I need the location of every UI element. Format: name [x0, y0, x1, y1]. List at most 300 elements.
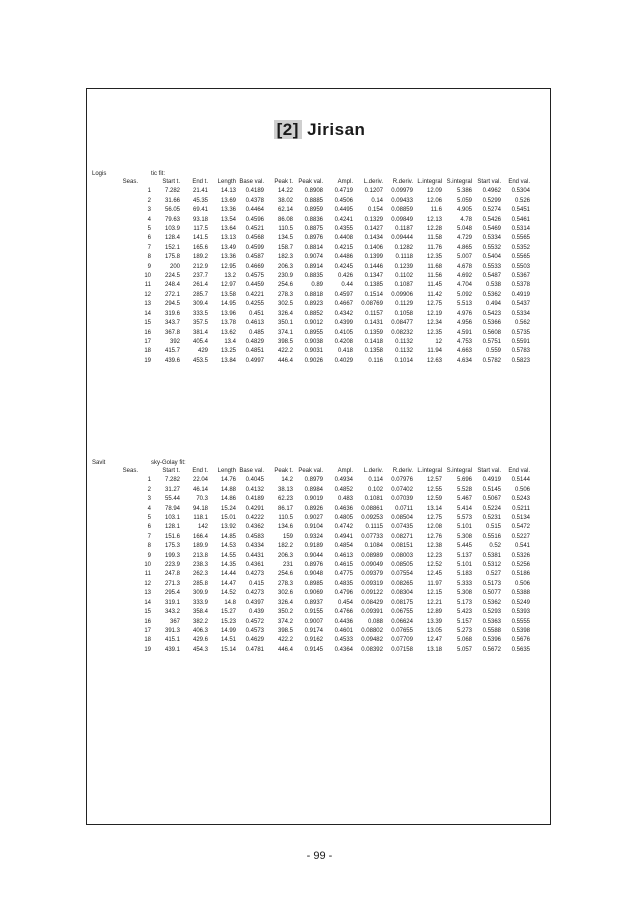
table-cell: 5.696	[456, 477, 472, 484]
table-cell: 110.5	[278, 226, 293, 233]
col-header: R.deriv.	[392, 468, 413, 474]
table-cell: 12.89	[426, 609, 442, 616]
table-cell: 0.1406	[364, 244, 383, 251]
table-cell: 278.3	[277, 291, 293, 298]
table-cell: 382.2	[192, 618, 208, 625]
table-cell: 0.09906	[391, 291, 413, 298]
table-cell: 0.418	[337, 348, 353, 355]
table-cell: 5.386	[456, 188, 472, 195]
col-header: Start t.	[162, 468, 180, 474]
table-cell: 0.09979	[391, 188, 413, 195]
table-cell: 0.5134	[511, 515, 530, 522]
season-number: 1	[147, 188, 151, 195]
table-cell: 0.8836	[304, 216, 323, 223]
season-number: 10	[144, 273, 151, 280]
table-cell: 0.1385	[364, 282, 383, 289]
table-cell: 0.5635	[511, 646, 530, 653]
table-cell: 0.5565	[511, 235, 530, 242]
table-cell: 0.5751	[482, 338, 501, 345]
page-title	[0, 120, 639, 140]
table-cell: 0.8979	[304, 477, 323, 484]
table-cell: 14.86	[220, 496, 236, 503]
table-cell: 0.8885	[304, 197, 323, 204]
table-cell: 0.4273	[245, 590, 264, 597]
table-cell: 13.25	[220, 348, 236, 355]
table-cell: 12.09	[426, 188, 442, 195]
table-cell: 7.282	[164, 188, 180, 195]
fit-label-savitzky: sky-Golay fit:	[151, 460, 186, 466]
table-cell: 13.92	[220, 524, 236, 531]
col-header: S.integral	[446, 179, 472, 185]
table-cell: 0.5293	[482, 609, 501, 616]
table-cell: 0.538	[485, 282, 501, 289]
table-cell: 0.9012	[304, 320, 323, 327]
table-cell: 5.101	[456, 562, 472, 569]
table-cell: 93.18	[192, 216, 208, 223]
table-cell: 0.4408	[334, 235, 353, 242]
table-row	[92, 514, 530, 523]
table-cell: 5.528	[456, 486, 472, 493]
table-cell: 0.9074	[304, 254, 323, 261]
table-cell: 5.157	[456, 618, 472, 625]
table-cell: 0.1081	[364, 496, 383, 503]
table-cell: 326.4	[277, 310, 293, 317]
table-cell: 237.7	[192, 273, 208, 280]
table-cell: 0.08989	[361, 552, 383, 559]
table-cell: 0.4629	[245, 637, 264, 644]
season-number: 13	[144, 590, 151, 597]
table-cell: 0.5211	[512, 505, 530, 512]
col-header: L.integral	[417, 179, 442, 185]
table-cell: 12.38	[426, 543, 442, 550]
table-cell: 0.08304	[391, 590, 413, 597]
table-row	[92, 347, 530, 356]
table-cell: 4.678	[456, 263, 472, 270]
table-cell: 14.95	[220, 301, 236, 308]
table-cell: 152.1	[164, 244, 180, 251]
table-cell: 0.8984	[304, 486, 323, 493]
season-number: 6	[147, 235, 151, 242]
table-cell: 0.4613	[245, 320, 264, 327]
table-row	[92, 589, 530, 598]
table-cell: 0.09379	[361, 571, 383, 578]
season-number: 13	[144, 301, 151, 308]
table-cell: 0.9044	[304, 552, 323, 559]
table-cell: 0.1132	[395, 348, 413, 355]
table-cell: 159	[282, 533, 293, 540]
table-cell: 12.28	[426, 226, 442, 233]
table-cell: 0.439	[248, 609, 264, 616]
table-cell: 4.976	[456, 310, 472, 317]
table-cell: 0.4486	[334, 254, 353, 261]
table-cell: 0.4431	[245, 552, 264, 559]
table-row	[92, 338, 530, 347]
table-cell: 12.08	[426, 524, 442, 531]
table-cell: 302.5	[277, 301, 293, 308]
table-cell: 0.1282	[394, 244, 413, 251]
season-number: 8	[147, 543, 151, 550]
table-cell: 182.2	[277, 543, 293, 550]
table-cell: 358.4	[192, 609, 208, 616]
table-cell: 14.8	[224, 599, 236, 606]
season-number: 15	[144, 320, 151, 327]
table-row	[92, 580, 530, 589]
table-cell: 294.5	[164, 301, 180, 308]
table-cell: 439.1	[164, 646, 180, 653]
table-cell: 0.08392	[361, 646, 383, 653]
table-cell: 12.75	[426, 301, 442, 308]
table-cell: 0.1157	[365, 310, 383, 317]
table-cell: 12.57	[426, 477, 442, 484]
table-cell: 5.137	[456, 552, 472, 559]
table-cell: 15.23	[220, 618, 236, 625]
season-number: 5	[147, 226, 151, 233]
col-header: L.deriv.	[363, 468, 383, 474]
table-cell: 454.3	[192, 646, 208, 653]
table-cell: 151.6	[164, 533, 180, 540]
table-cell: 12.35	[426, 254, 442, 261]
table-cell: 0.5782	[482, 357, 501, 364]
table-cell: 0.4245	[334, 263, 353, 270]
col-header: Length	[217, 179, 236, 185]
table-cell: 13.69	[220, 197, 236, 204]
table-cell: 14.55	[220, 552, 236, 559]
table-row	[92, 225, 530, 234]
table-cell: 0.4189	[245, 188, 264, 195]
table-cell: 21.41	[192, 188, 208, 195]
table-cell: 391.3	[164, 627, 180, 634]
table-cell: 343.7	[164, 320, 180, 327]
table-cell: 0.1014	[394, 357, 413, 364]
table-cell: 158.7	[277, 244, 293, 251]
table-cell: 0.5362	[482, 291, 501, 298]
table-cell: 0.4934	[334, 477, 353, 484]
table-cell: 261.4	[192, 282, 208, 289]
table-cell: 0.4105	[334, 329, 353, 336]
table-cell: 134.6	[277, 524, 293, 531]
table-cell: 4.692	[456, 273, 472, 280]
table-cell: 0.8976	[304, 235, 323, 242]
table-cell: 0.4378	[245, 197, 264, 204]
table-cell: 13.4	[224, 338, 236, 345]
table-cell: 206.3	[277, 552, 293, 559]
table-cell: 13.78	[220, 320, 236, 327]
table-cell: 0.8959	[304, 207, 323, 214]
table-cell: 326.4	[277, 599, 293, 606]
table-cell: 0.08769	[361, 301, 383, 308]
table-row	[92, 319, 530, 328]
table-cell: 0.4364	[334, 646, 353, 653]
table-cell: 4.704	[456, 282, 472, 289]
table-cell: 0.08505	[391, 562, 413, 569]
season-number: 18	[144, 637, 151, 644]
table-cell: 0.4132	[245, 486, 264, 493]
table-cell: 0.08151	[391, 543, 413, 550]
table-cell: 4.663	[456, 348, 472, 355]
table-cell: 0.08429	[361, 599, 383, 606]
table-cell: 0.4273	[245, 571, 264, 578]
table-cell: 0.4599	[245, 244, 264, 251]
table-cell: 0.08271	[391, 533, 413, 540]
season-number: 15	[144, 609, 151, 616]
table-row	[92, 187, 530, 196]
table-cell: 248.4	[164, 282, 180, 289]
table-row	[92, 300, 530, 309]
table-cell: 7.282	[164, 477, 180, 484]
table-cell: 0.559	[485, 348, 501, 355]
table-cell: 0.485	[248, 329, 264, 336]
table-cell: 350.2	[277, 609, 293, 616]
section-label-logistic: Logis	[92, 171, 107, 177]
table-cell: 13.18	[426, 646, 442, 653]
table-cell: 350.1	[277, 320, 293, 327]
table-cell: 12	[435, 338, 442, 345]
table-cell: 12.63	[426, 357, 442, 364]
table-cell: 446.4	[277, 646, 293, 653]
table-cell: 0.4829	[245, 338, 264, 345]
table-cell: 78.94	[164, 505, 180, 512]
table-cell: 0.4334	[245, 543, 264, 550]
table-cell: 422.2	[277, 637, 293, 644]
table-cell: 0.4596	[245, 216, 264, 223]
table-cell: 0.415	[248, 580, 264, 587]
table-cell: 14.52	[220, 590, 236, 597]
table-cell: 0.9324	[304, 533, 323, 540]
table-cell: 0.5388	[511, 590, 530, 597]
table-cell: 12.06	[426, 197, 442, 204]
table-row	[92, 542, 530, 551]
table-cell: 0.5591	[511, 338, 530, 345]
table-row	[92, 263, 530, 272]
table-cell: 12.97	[220, 282, 236, 289]
table-cell: 333.9	[192, 599, 208, 606]
table-row	[92, 608, 530, 617]
table-cell: 13.14	[426, 505, 442, 512]
table-cell: 0.9026	[304, 357, 323, 364]
col-header: Peak t.	[274, 179, 293, 185]
table-cell: 0.5565	[511, 254, 530, 261]
table-cell: 0.5393	[511, 609, 530, 616]
table-cell: 0.116	[368, 357, 383, 364]
table-cell: 0.4742	[334, 524, 353, 531]
table-cell: 0.5396	[482, 637, 501, 644]
col-header: Length	[217, 468, 236, 474]
table-cell: 357.5	[192, 320, 208, 327]
table-cell: 295.4	[164, 590, 180, 597]
table-cell: 0.4573	[245, 627, 264, 634]
season-number: 8	[147, 254, 151, 261]
season-number: 2	[147, 486, 151, 493]
table-cell: 0.08504	[391, 515, 413, 522]
table-cell: 11.56	[427, 273, 442, 280]
table-cell: 0.5363	[482, 618, 501, 625]
table-cell: 0.154	[367, 207, 383, 214]
table-cell: 0.1514	[364, 291, 383, 298]
table-cell: 4.956	[456, 320, 472, 327]
table-cell: 0.1431	[364, 320, 383, 327]
table-cell: 0.07655	[391, 627, 413, 634]
col-header: Peak val.	[298, 468, 323, 474]
table-cell: 0.1102	[395, 273, 413, 280]
table-cell: 0.4495	[334, 207, 353, 214]
table-row	[92, 197, 530, 206]
col-header: Base val.	[239, 179, 264, 185]
table-cell: 12.47	[426, 637, 442, 644]
col-header: End val.	[508, 179, 530, 185]
seas-header: Seas.	[122, 179, 138, 185]
table-cell: 0.454	[337, 599, 353, 606]
table-cell: 0.5404	[482, 254, 501, 261]
table-cell: 0.09049	[361, 562, 383, 569]
table-cell: 398.5	[277, 627, 293, 634]
table-cell: 0.5312	[482, 562, 501, 569]
table-cell: 0.5783	[511, 348, 530, 355]
table-cell: 0.5299	[482, 197, 501, 204]
table-cell: 0.5249	[511, 599, 530, 606]
table-cell: 213.8	[192, 552, 208, 559]
table-cell: 15.14	[220, 646, 236, 653]
table-cell: 0.8814	[304, 244, 323, 251]
table-cell: 5.059	[456, 197, 472, 204]
table-cell: 14.35	[220, 562, 236, 569]
table-cell: 5.308	[456, 590, 472, 597]
table-cell: 13.49	[220, 244, 236, 251]
table-cell: 0.1115	[365, 524, 383, 531]
season-number: 4	[147, 216, 151, 223]
table-cell: 0.8985	[304, 580, 323, 587]
table-cell: 0.1087	[394, 282, 413, 289]
season-number: 3	[147, 207, 151, 214]
table-cell: 0.09391	[361, 609, 383, 616]
table-cell: 0.5533	[482, 263, 501, 270]
table-cell: 0.5314	[511, 226, 530, 233]
table-cell: 0.5672	[482, 646, 501, 653]
season-number: 10	[144, 562, 151, 569]
table-cell: 0.0711	[395, 505, 413, 512]
table-cell: 0.5173	[482, 580, 501, 587]
table-cell: 0.07158	[391, 646, 413, 653]
table-cell: 22.04	[192, 477, 208, 484]
table-cell: 182.3	[277, 254, 293, 261]
table-cell: 0.4521	[245, 226, 264, 233]
season-number: 16	[144, 618, 151, 625]
table-cell: 0.1418	[364, 338, 383, 345]
season-number: 12	[144, 580, 151, 587]
table-cell: 319.6	[164, 310, 180, 317]
season-number: 17	[144, 627, 151, 634]
season-number: 17	[144, 338, 151, 345]
season-number: 9	[147, 552, 151, 559]
table-row	[92, 599, 530, 608]
table-cell: 0.09122	[361, 590, 383, 597]
seas-header: Seas.	[122, 468, 138, 474]
table-cell: 0.4919	[511, 291, 530, 298]
table-cell: 13.05	[426, 627, 442, 634]
table-cell: 4.78	[460, 216, 472, 223]
table-cell: 0.4029	[334, 357, 353, 364]
table-cell: 0.9019	[304, 496, 323, 503]
table-cell: 0.5274	[482, 207, 501, 214]
table-cell: 247.8	[164, 571, 180, 578]
table-cell: 0.451	[248, 310, 264, 317]
table-cell: 302.6	[277, 590, 293, 597]
table-cell: 319.1	[164, 599, 180, 606]
table-row	[92, 272, 530, 281]
table-cell: 0.5735	[511, 329, 530, 336]
table-cell: 4.865	[456, 244, 472, 251]
table-cell: 13.36	[220, 207, 236, 214]
table-cell: 254.6	[277, 282, 293, 289]
table-cell: 11.58	[427, 235, 442, 242]
table-row	[92, 552, 530, 561]
table-row	[92, 646, 530, 655]
table-row	[92, 523, 530, 532]
table-cell: 0.515	[485, 524, 501, 531]
table-cell: 15.27	[220, 609, 236, 616]
table-cell: 0.8976	[304, 562, 323, 569]
table-header-row	[92, 467, 530, 476]
table-cell: 14.88	[220, 486, 236, 493]
table-cell: 0.5256	[511, 562, 530, 569]
season-number: 5	[147, 515, 151, 522]
table-cell: 0.09433	[391, 197, 413, 204]
table-cell: 0.4796	[334, 590, 353, 597]
fit-label-logistic: tic fit:	[151, 171, 166, 177]
table-cell: 11.97	[427, 580, 442, 587]
table-cell: 343.2	[164, 609, 180, 616]
table-cell: 5.057	[456, 646, 472, 653]
table-cell: 0.5532	[482, 244, 501, 251]
table-row	[92, 533, 530, 542]
table-cell: 0.4533	[334, 637, 353, 644]
table-row	[92, 505, 530, 514]
table-cell: 0.4459	[245, 282, 264, 289]
table-cell: 0.5437	[511, 301, 530, 308]
table-cell: 38.13	[277, 486, 293, 493]
season-number: 3	[147, 496, 151, 503]
table-cell: 13.96	[220, 310, 236, 317]
table-cell: 0.4255	[245, 301, 264, 308]
table-cell: 0.5472	[511, 524, 530, 531]
table-cell: 0.08003	[391, 552, 413, 559]
season-number: 14	[144, 310, 151, 317]
table-cell: 422.2	[277, 348, 293, 355]
table-cell: 0.5823	[511, 357, 530, 364]
table-cell: 0.4587	[245, 254, 264, 261]
col-header: Peak val.	[298, 179, 323, 185]
table-cell: 398.5	[277, 338, 293, 345]
table-cell: 5.101	[456, 524, 472, 531]
table-cell: 189.9	[192, 543, 208, 550]
table-cell: 0.5423	[482, 310, 501, 317]
table-cell: 0.44	[341, 282, 353, 289]
col-header: End t.	[192, 468, 208, 474]
season-number: 12	[144, 291, 151, 298]
table-cell: 0.5334	[511, 310, 530, 317]
season-number: 11	[144, 282, 151, 289]
table-cell: 0.1084	[364, 543, 383, 550]
table-cell: 4.729	[456, 235, 472, 242]
table-cell: 0.1446	[364, 263, 383, 270]
table-cell: 5.414	[456, 505, 472, 512]
table-cell: 12.52	[426, 562, 442, 569]
table-cell: 0.4852	[334, 486, 353, 493]
table-cell: 4.591	[456, 329, 472, 336]
table-cell: 0.09444	[391, 235, 413, 242]
table-cell: 5.445	[456, 543, 472, 550]
season-number: 18	[144, 348, 151, 355]
table-cell: 0.5366	[482, 320, 501, 327]
